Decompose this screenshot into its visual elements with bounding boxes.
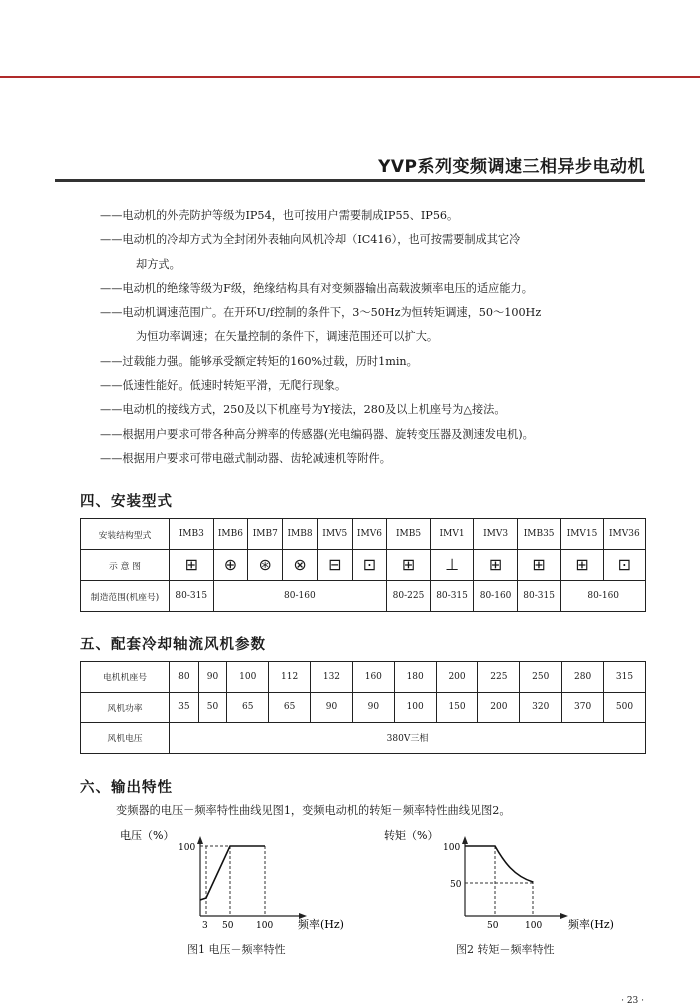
range-cell: 80-315	[170, 581, 214, 612]
type-cell: IMV1	[430, 519, 474, 550]
power-cell: 65	[269, 692, 311, 723]
feature-item: ——电动机的接线方式，250及以下机座号为Y接法，280及以上机座号为△接法。	[100, 403, 506, 417]
mounting-type-row	[81, 519, 646, 550]
fig2-curve	[465, 846, 533, 882]
fig2-ylabel: 转矩（%）	[384, 829, 439, 842]
type-cell: IMV5	[317, 519, 352, 550]
feature-item-continued: 为恒功率调速；在矢量控制的条件下，调速范围还可以扩大。	[136, 330, 439, 344]
fig1-xtick: 100	[256, 921, 274, 931]
feature-item: ——根据用户要求可带各种高分辨率的传感器(光电编码器、旋转变压器及测速发电机)。	[100, 427, 534, 441]
type-cell: IMB8	[283, 519, 318, 550]
power-cell: 90	[352, 692, 394, 723]
fig2-x-arrow-icon	[560, 913, 568, 919]
row-label: 风机功率	[81, 692, 170, 723]
fig1-ylabel: 电压（%）	[120, 829, 175, 842]
frame-cell: 90	[198, 662, 227, 693]
type-cell: IMV6	[352, 519, 387, 550]
imv5-diagram-icon: ⊟	[328, 555, 342, 574]
row-label: 风机电压	[81, 723, 170, 754]
frame-cell: 280	[562, 662, 604, 693]
mounting-table	[80, 518, 646, 612]
frame-cell: 225	[478, 662, 520, 693]
page-header	[55, 152, 645, 182]
figure-torque-frequency	[384, 826, 634, 938]
range-cell: 80-160	[561, 581, 646, 612]
mounting-diagram-row	[81, 550, 646, 581]
fig2-xtick: 50	[487, 921, 499, 931]
range-cell: 80-225	[387, 581, 431, 612]
voltage-row	[81, 723, 646, 754]
power-row	[81, 692, 646, 723]
fig1-xtick: 50	[222, 921, 234, 931]
imv3-diagram-icon: ⊞	[488, 555, 503, 574]
row-label: 示 意 图	[81, 550, 170, 581]
range-cell: 80-315	[430, 581, 474, 612]
type-cell: IMV15	[561, 519, 603, 550]
imb7-diagram-icon: ⊛	[258, 555, 272, 574]
fig2-y-arrow-icon	[462, 836, 468, 844]
range-cell: 80-315	[517, 581, 561, 612]
type-cell: IMB3	[170, 519, 214, 550]
imb6-diagram-icon: ⊕	[223, 555, 238, 574]
imb5-diagram-icon: ⊞	[401, 555, 416, 574]
power-cell: 370	[562, 692, 604, 723]
feature-item: ——电动机的绝缘等级为F级，绝缘结构具有对变频器输出高载波频率电压的适应能力。	[100, 281, 533, 295]
figure-voltage-frequency	[118, 826, 368, 938]
feature-item: ——电动机调速范围广。在开环U/f控制的条件下，3～50Hz为恒转矩调速，50～100Hz	[100, 306, 542, 320]
frame-cell: 250	[520, 662, 562, 693]
header-title: YVP系列变频调速三相异步电动机	[378, 157, 645, 177]
frame-cell: 112	[269, 662, 311, 693]
power-cell: 500	[604, 692, 646, 723]
power-cell: 90	[311, 692, 353, 723]
power-cell: 100	[394, 692, 436, 723]
section-heading-mounting: 四、安装型式	[80, 494, 173, 510]
feature-item: ——过载能力强。能够承受额定转矩的160%过载，历时1min。	[100, 354, 418, 368]
imb8-diagram-icon: ⊗	[293, 555, 307, 574]
feature-item-continued: 却方式。	[136, 257, 181, 271]
fig2-ytick: 50	[450, 880, 462, 890]
type-cell: IMB6	[213, 519, 248, 550]
feature-item: ——电动机的冷却方式为全封闭外表轴向风机冷却（IC416），也可按需要制成其它冷	[100, 233, 521, 247]
fig1-xlabel: 频率(Hz)	[298, 918, 344, 931]
output-intro: 变频器的电压－频率特性曲线见图1，变频电动机的转矩－频率特性曲线见图2。	[116, 804, 511, 817]
frame-cell: 315	[604, 662, 646, 693]
fig1-y-arrow-icon	[197, 836, 203, 844]
type-cell: IMB5	[387, 519, 431, 550]
imb35-diagram-icon: ⊞	[532, 555, 546, 574]
feature-item: ——根据用户要求可带电磁式制动器、齿轮减速机等附件。	[100, 451, 391, 465]
feature-list	[100, 204, 660, 471]
row-label: 安装结构型式	[81, 519, 170, 550]
page-number: · 23 ·	[621, 996, 644, 1006]
fig2-xlabel: 频率(Hz)	[568, 918, 614, 931]
power-cell: 150	[436, 692, 478, 723]
feature-item: ——低速性能好。低速时转矩平滑，无爬行现象。	[100, 379, 347, 393]
type-cell: IMV36	[603, 519, 645, 550]
row-label: 制造范围(机座号)	[81, 581, 170, 612]
section-heading-fan: 五、配套冷却轴流风机参数	[80, 637, 266, 653]
header-rule	[55, 179, 645, 182]
frame-cell: 200	[436, 662, 478, 693]
fig2-xtick: 100	[525, 921, 543, 931]
type-cell: IMB35	[517, 519, 561, 550]
imv6-diagram-icon: ⊡	[362, 555, 377, 574]
power-cell: 50	[198, 692, 227, 723]
fig1-ytick: 100	[178, 843, 196, 853]
power-cell: 65	[227, 692, 269, 723]
frame-row	[81, 662, 646, 693]
top-red-rule	[0, 76, 700, 78]
imv1-diagram-icon: ⊥	[445, 555, 460, 574]
power-cell: 35	[170, 692, 199, 723]
power-cell: 200	[478, 692, 520, 723]
range-cell: 80-160	[213, 581, 387, 612]
fig1-curve	[200, 846, 265, 900]
imb3-diagram-icon: ⊞	[184, 555, 198, 574]
frame-cell: 80	[170, 662, 199, 693]
mounting-range-row	[81, 581, 646, 612]
fig1-caption: 图1 电压－频率特性	[187, 943, 286, 956]
row-label: 电机机座号	[81, 662, 170, 693]
frame-cell: 100	[227, 662, 269, 693]
imv36-diagram-icon: ⊡	[617, 555, 632, 574]
range-cell: 80-160	[474, 581, 518, 612]
voltage-cell: 380V三相	[170, 723, 646, 754]
fig1-xtick: 3	[202, 921, 208, 931]
type-cell: IMB7	[248, 519, 283, 550]
power-cell: 320	[520, 692, 562, 723]
frame-cell: 160	[352, 662, 394, 693]
frame-cell: 132	[311, 662, 353, 693]
imv15-diagram-icon: ⊞	[575, 555, 589, 574]
fig2-ytick: 100	[443, 843, 461, 853]
frame-cell: 180	[394, 662, 436, 693]
fan-table	[80, 661, 646, 754]
feature-item: ——电动机的外壳防护等级为IP54，也可按用户需要制成IP55、IP56。	[100, 209, 459, 222]
type-cell: IMV3	[474, 519, 518, 550]
fig2-caption: 图2 转矩－频率特性	[456, 943, 555, 956]
section-heading-output: 六、输出特性	[80, 780, 173, 796]
